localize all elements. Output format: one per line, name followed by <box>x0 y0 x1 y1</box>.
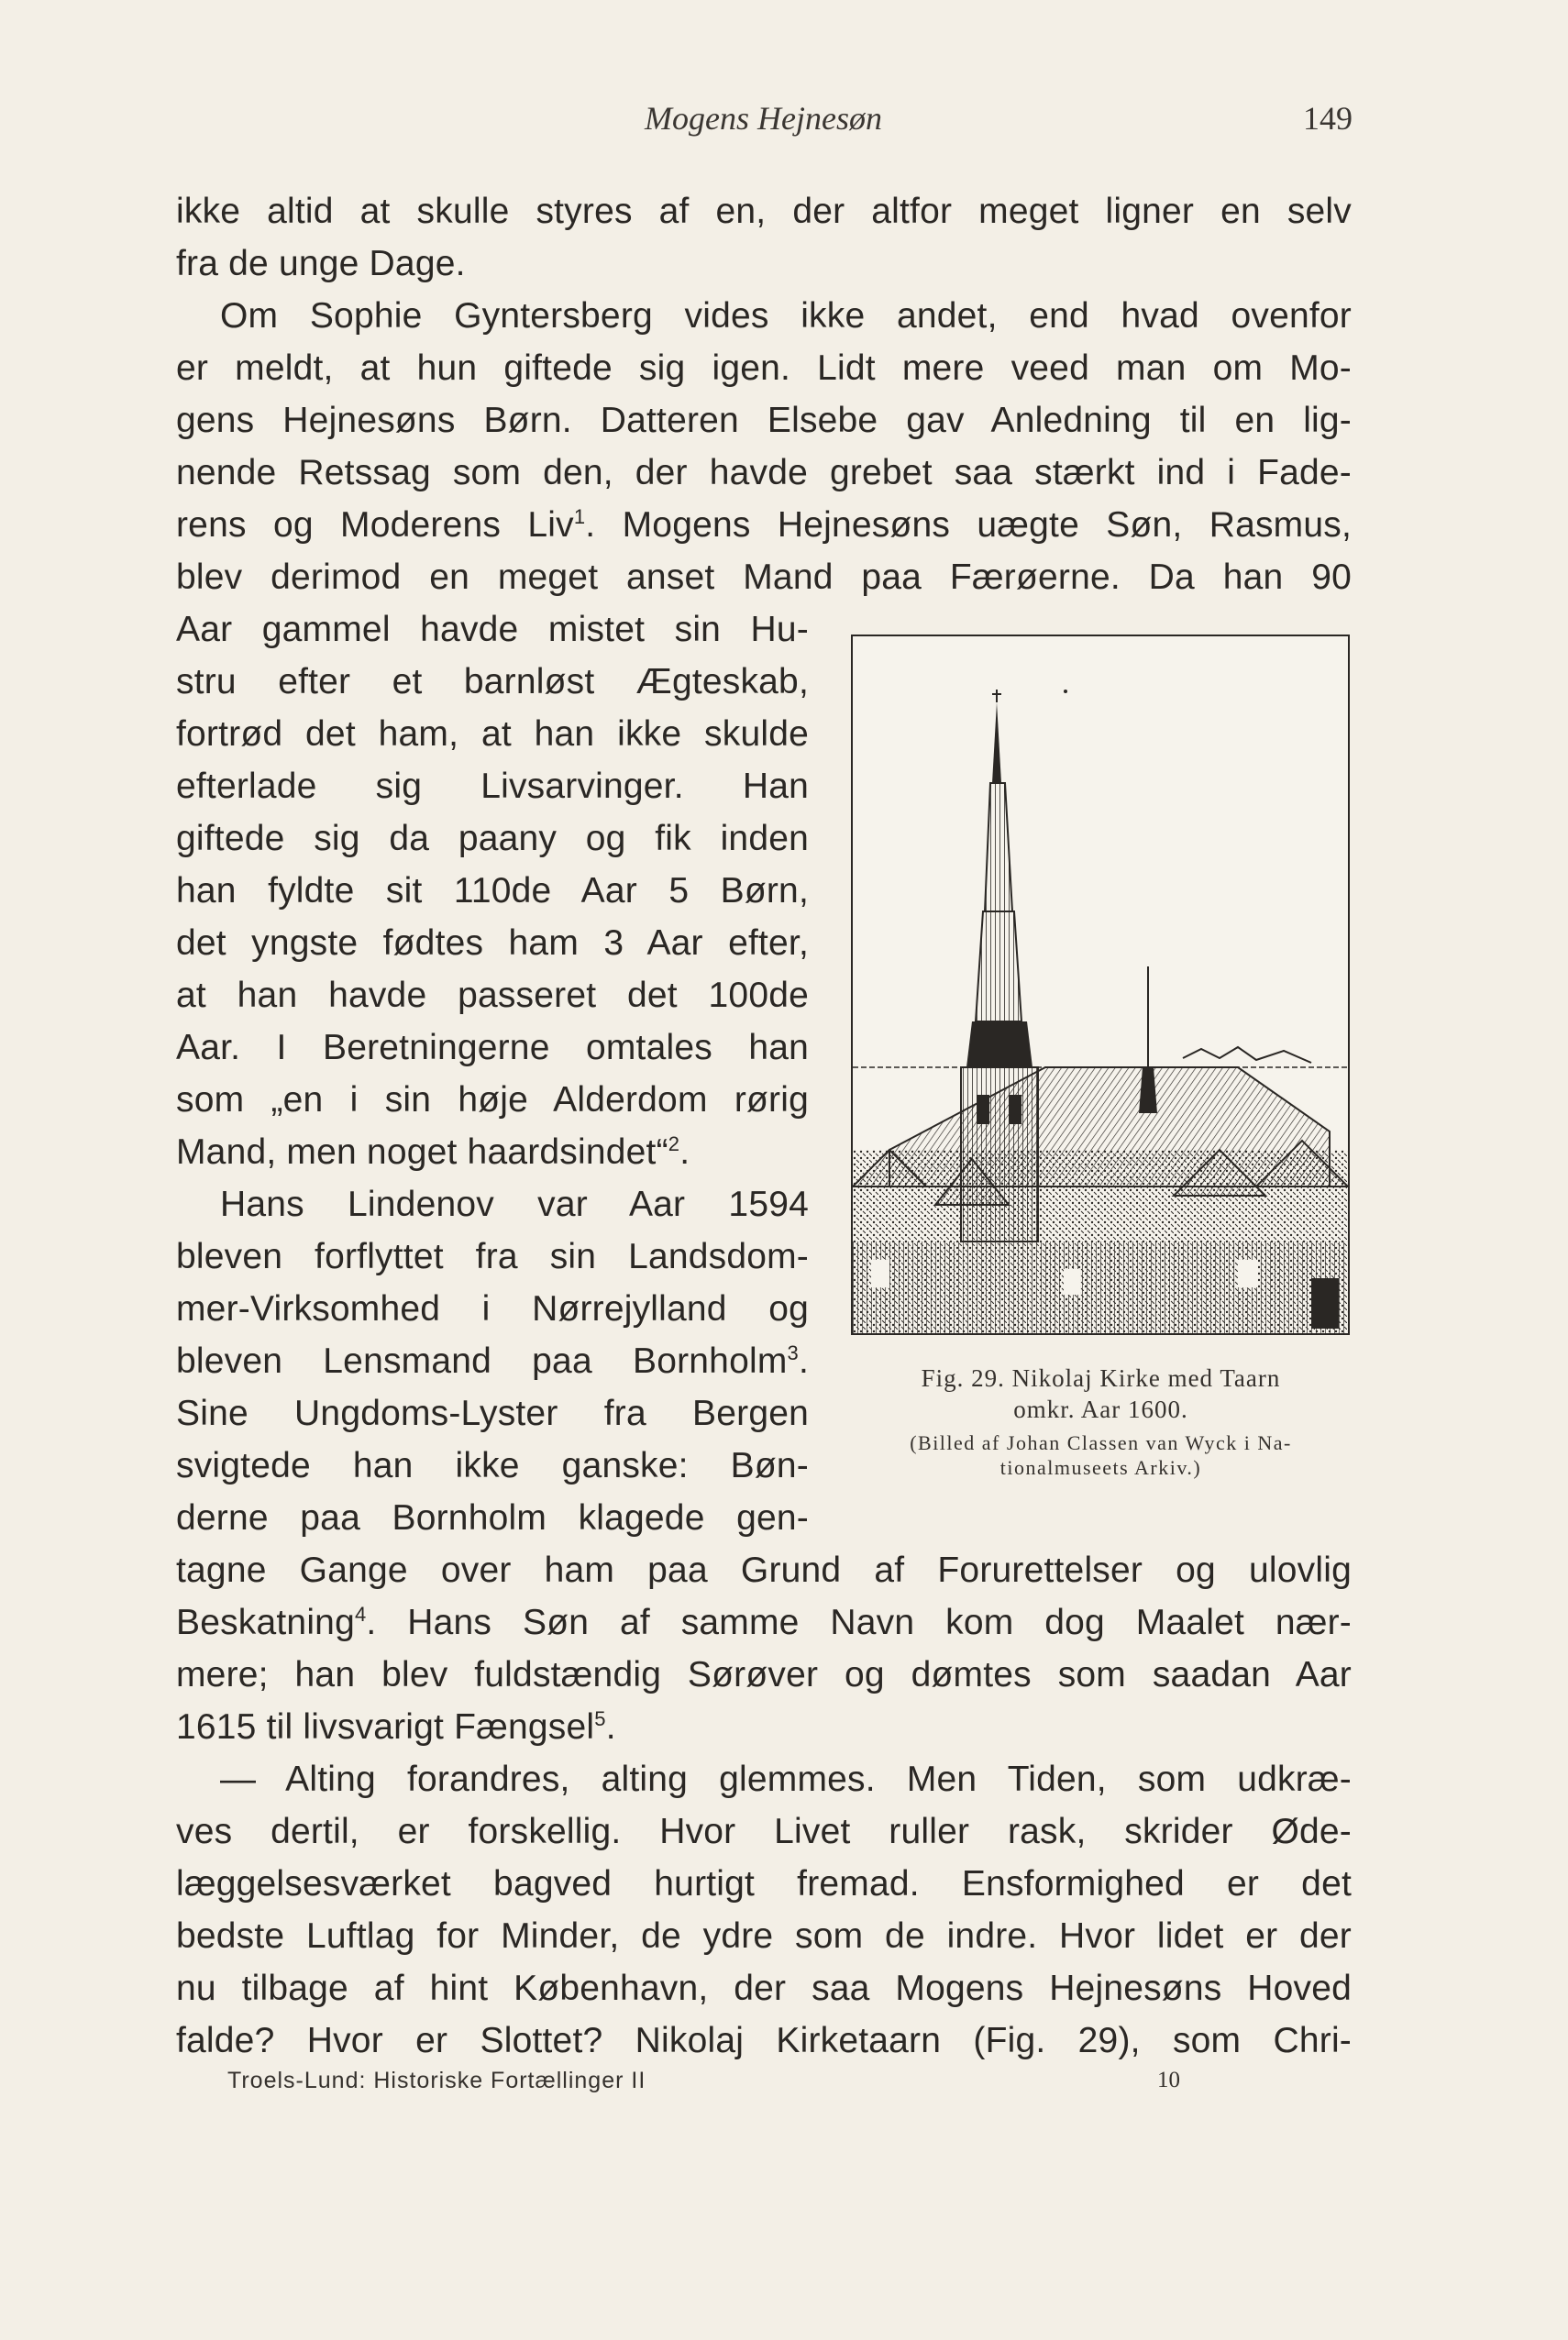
footnote-ref: 2 <box>668 1132 680 1155</box>
text-line: ves dertil, er forskellig. Hvor Livet ruller rask, skrider Øde- <box>176 1812 1352 1851</box>
footnote-ref: 4 <box>354 1603 367 1626</box>
text-line: mere; han blev fuldstændig Sørøver og dømtes som saadan Aar <box>176 1655 1352 1694</box>
text-line: han fyldte sit 110de Aar 5 Børn, <box>176 871 809 911</box>
text-line: 1615 til livsvarigt Fængsel$^5$. <box>176 1707 616 1747</box>
text-line: tagne Gange over ham paa Grund af Forurettelser og ulovlig <box>176 1551 1352 1590</box>
text-line: gens Hejnesøns Børn. Datteren Elsebe gav Anledning til en lig- <box>176 401 1352 440</box>
caption-line: Fig. 29. Nikolaj Kirke med Taarn <box>921 1364 1281 1392</box>
text-line: Aar gammel havde mistet sin Hu- <box>176 610 809 649</box>
figure-29 <box>851 635 1348 1333</box>
text-line: blev derimod en meget anset Mand paa Færøerne. Da han 90 <box>176 557 1352 597</box>
text-line: fortrød det ham, at han ikke skulde <box>176 714 809 754</box>
footnote-ref: 3 <box>787 1341 799 1364</box>
caption-credit: (Billed af Johan Classen van Wyck i Na- <box>910 1431 1292 1454</box>
church-tower-illustration <box>851 635 1350 1335</box>
engraving-drawing <box>853 636 1348 1333</box>
figure-caption <box>851 1363 1351 1480</box>
text-line: Hans Lindenov var Aar 1594 <box>220 1185 809 1224</box>
footnote-ref: 5 <box>594 1707 606 1730</box>
footer-signature: 10 <box>1157 2068 1180 2092</box>
text-line: nu tilbage af hint København, der saa Mogens Hejnesøns Hoved <box>176 1969 1352 2008</box>
running-head <box>174 99 1353 145</box>
text-line: Beskatning$^4$. Hans Søn af samme Navn kom dog Maalet nær- <box>176 1603 1352 1642</box>
text-line: er meldt, at hun giftede sig igen. Lidt mere veed man om Mo- <box>176 348 1352 388</box>
text-line: derne paa Bornholm klagede gen- <box>176 1498 809 1538</box>
caption-line: omkr. Aar 1600. <box>1013 1396 1188 1423</box>
running-title: Mogens Hejnesøn <box>645 100 882 137</box>
text-line: Sine Ungdoms-Lyster fra Bergen <box>176 1394 809 1433</box>
text-line: Mand, men noget haardsindet“$^2$. <box>176 1132 690 1172</box>
footer-source: Troels-Lund: Historiske Fortællinger II <box>227 2068 646 2093</box>
text-line: nende Retssag som den, der havde grebet saa stærkt ind i Fade- <box>176 453 1352 492</box>
text-line: som „en i sin høje Alderdom rørig <box>176 1080 809 1120</box>
text-line: giftede sig da paany og fik inden <box>176 819 809 858</box>
footnote-ref: 1 <box>573 505 586 528</box>
text-line: bleven Lensmand paa Bornholm$^3$. <box>176 1341 809 1381</box>
text-line: Aar. I Beretningerne omtales han <box>176 1028 809 1067</box>
text-line: svigtede han ikke ganske: Bøn- <box>176 1446 809 1485</box>
text-line: Om Sophie Gyntersberg vides ikke andet, end hvad ovenfor <box>220 296 1352 336</box>
text-line: — Alting forandres, alting glemmes. Men Tiden, som udkræ- <box>220 1760 1352 1799</box>
text-line: bleven forflyttet fra sin Landsdom- <box>176 1237 809 1276</box>
text-line: rens og Moderens Liv$^1$. Mogens Hejnesøns uægte Søn, Rasmus, <box>176 505 1352 545</box>
page-number: 149 <box>1303 100 1353 137</box>
text-line: læggelsesværket bagved hurtigt fremad. Ensformighed er det <box>176 1864 1352 1904</box>
text-line: falde? Hvor er Slottet? Nikolaj Kirketaarn (Fig. 29), som Chri- <box>176 2021 1352 2060</box>
text-line: efterlade sig Livsarvinger. Han <box>176 767 809 806</box>
text-line: ikke altid at skulle styres af en, der altfor meget ligner en selv <box>176 192 1352 231</box>
text-line: bedste Luftlag for Minder, de ydre som de indre. Hvor lidet er der <box>176 1916 1352 1956</box>
text-line: mer-Virksomhed i Nørrejylland og <box>176 1289 809 1329</box>
caption-credit: tionalmuseets Arkiv.) <box>999 1456 1202 1479</box>
text-line: fra de unge Dage. <box>176 244 466 283</box>
text-line: at han havde passeret det 100de <box>176 976 809 1015</box>
text-line: stru efter et barnløst Ægteskab, <box>176 662 809 701</box>
text-line: det yngste fødtes ham 3 Aar efter, <box>176 923 809 963</box>
